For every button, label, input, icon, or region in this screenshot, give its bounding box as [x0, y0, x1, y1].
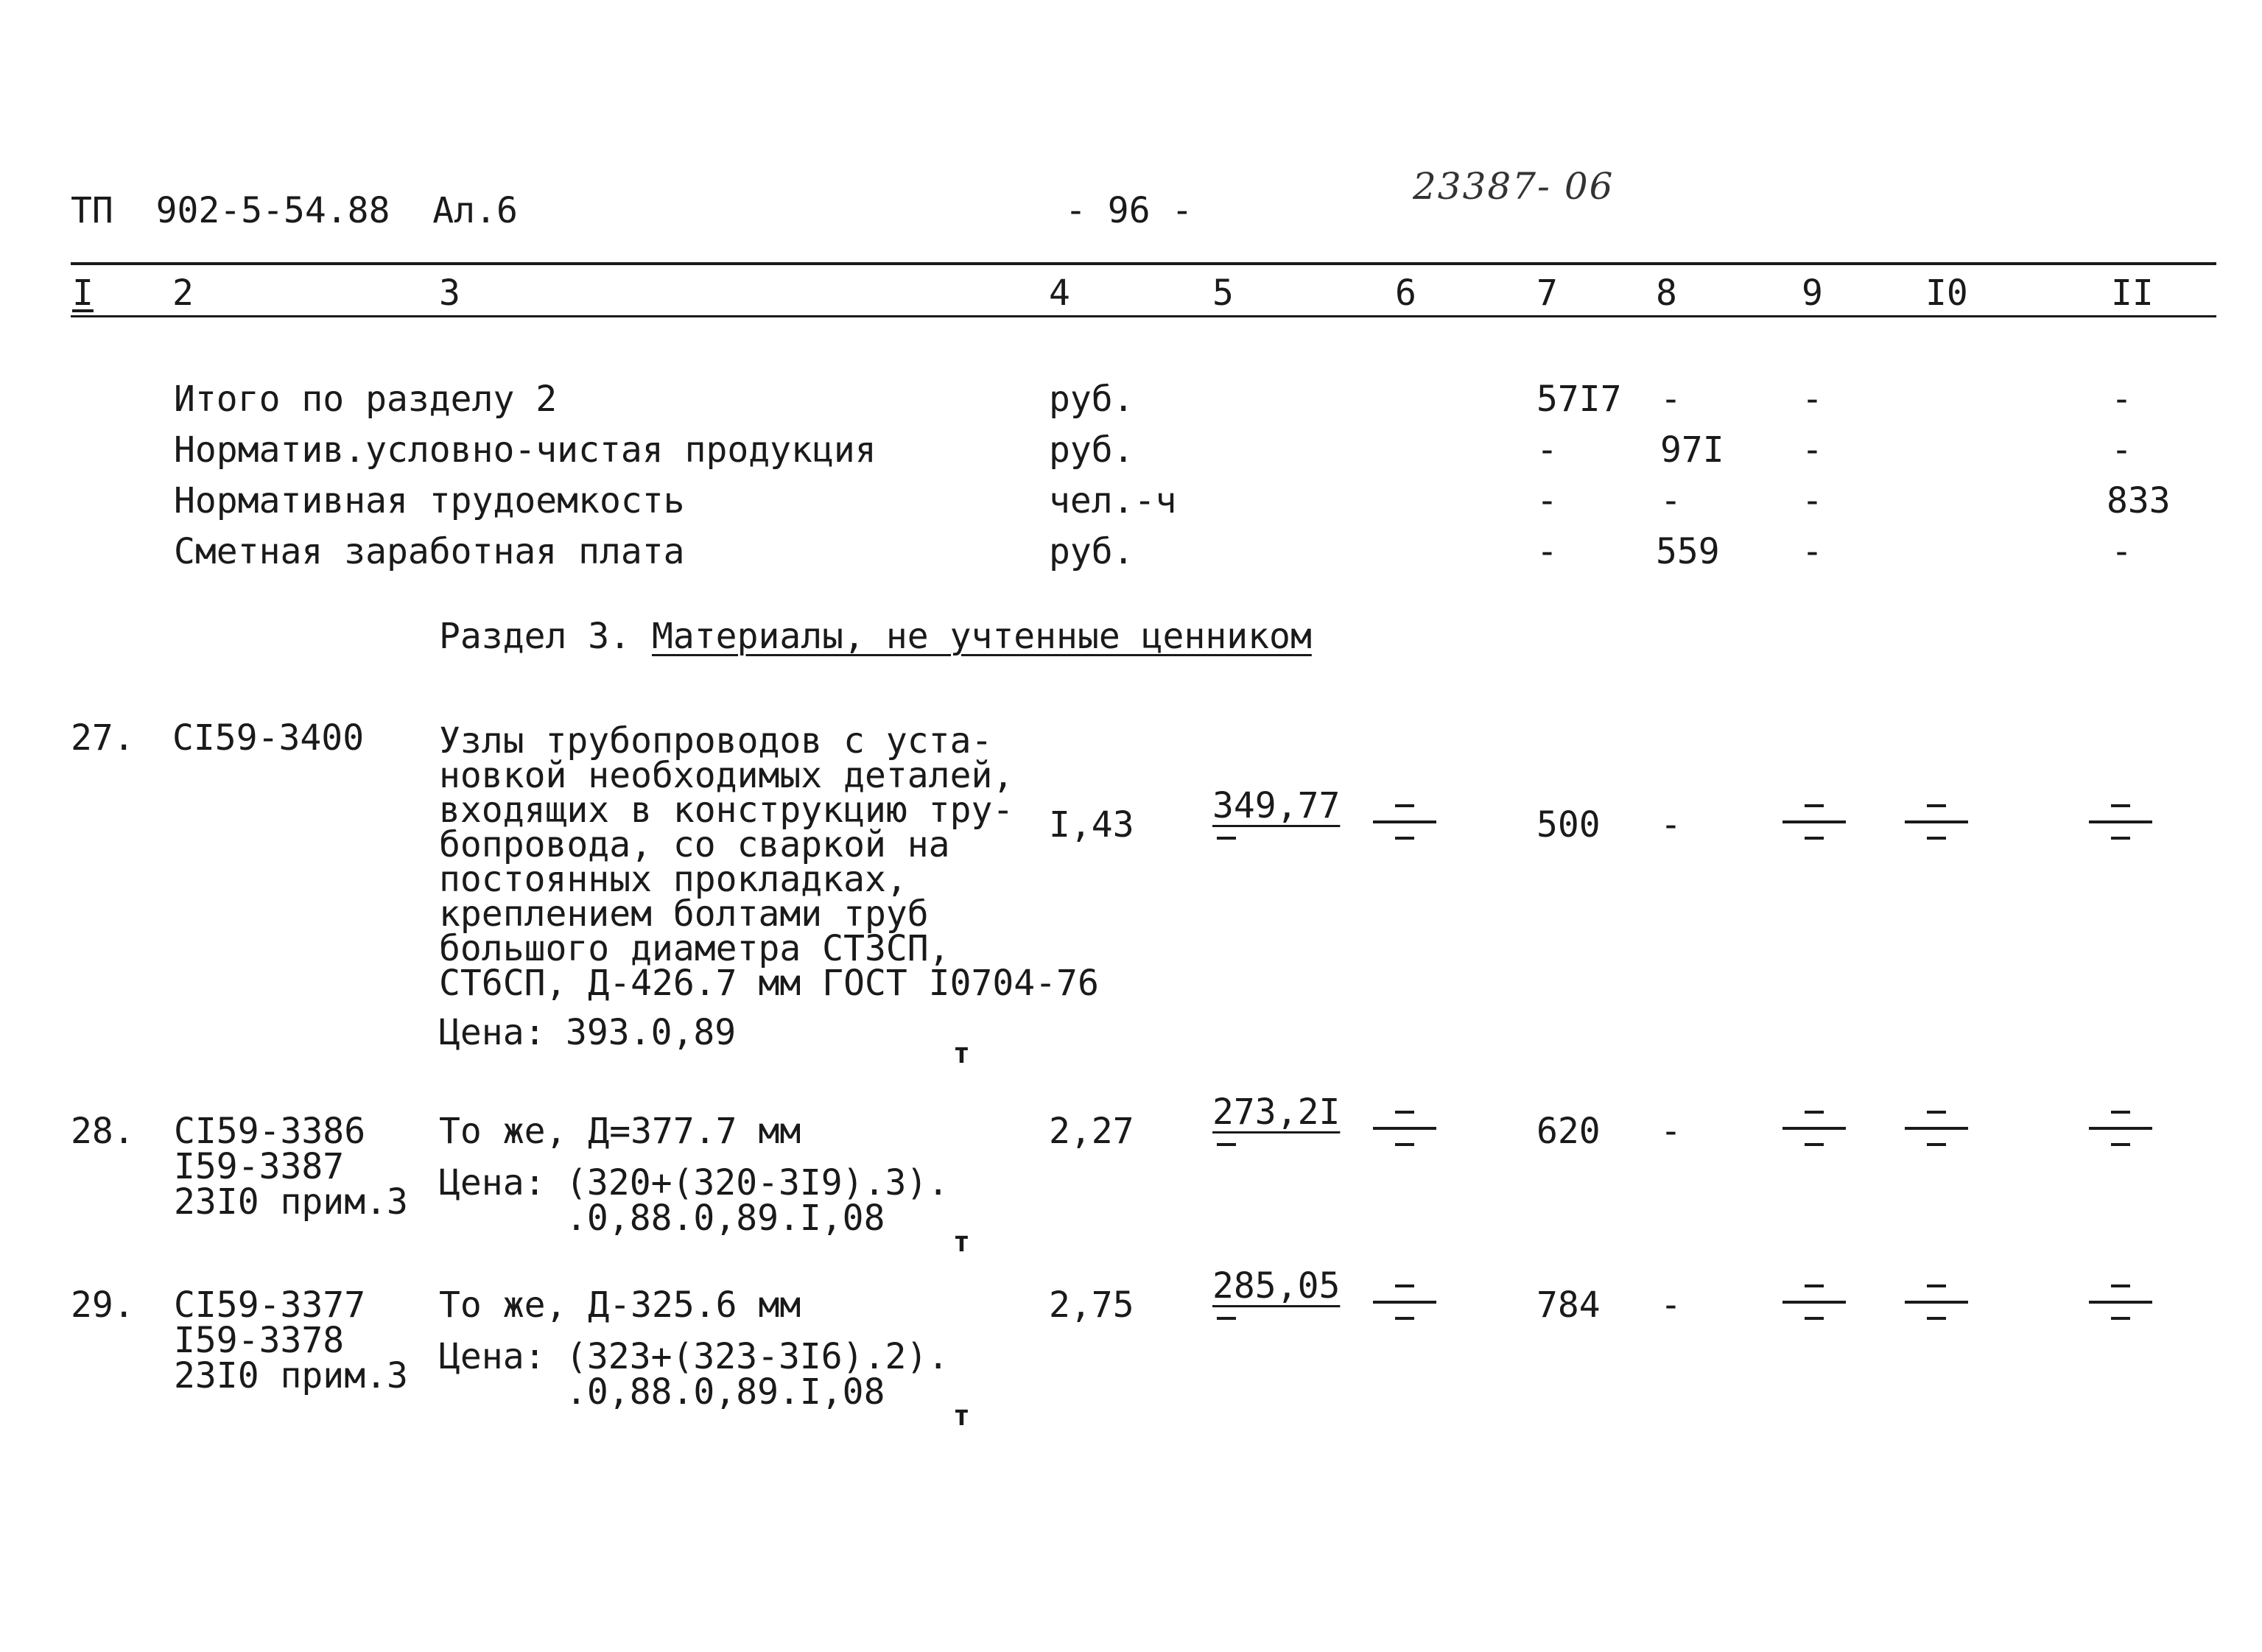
item-cost-dash: [1217, 1317, 1236, 1320]
item-col7: 620: [1536, 1111, 1601, 1152]
section-heading: [439, 616, 1312, 657]
description-line: бопровода, со сваркой на: [439, 824, 950, 865]
item-cost: [1212, 1092, 1341, 1133]
col-header-1: I: [72, 273, 94, 314]
total-col9: -: [1802, 429, 1823, 471]
total-col11: -: [2111, 531, 2132, 572]
price-label: Цена:: [439, 1162, 546, 1203]
total-col7: -: [1536, 531, 1558, 572]
description-line: То же, Д=377.7 мм: [439, 1111, 801, 1152]
price-formula: (320+(320-3I9).3).: [566, 1162, 949, 1203]
item-code: CI59-3400: [172, 717, 365, 759]
handwritten-number: 23387- 06: [1413, 165, 1615, 208]
item-quantity: 2,75: [1049, 1284, 1134, 1326]
item-cost-value: 273,2I: [1212, 1092, 1341, 1133]
total-col8: 559: [1656, 531, 1720, 572]
total-col7: 57I7: [1536, 379, 1622, 420]
document-code: ТП 902-5-54.88 Ал.6: [71, 190, 518, 231]
col6-empty-fraction: [1373, 804, 1436, 841]
unit-mark: т: [953, 1226, 970, 1258]
description-line: То же, Д-325.6 мм: [439, 1284, 801, 1326]
total-col11: -: [2111, 429, 2132, 471]
col9-empty-fraction: [1782, 1284, 1846, 1321]
description-line: креплением болтами труб: [439, 893, 929, 935]
item-cost-value: 349,77: [1212, 785, 1341, 826]
item-quantity: I,43: [1049, 804, 1134, 846]
col6-empty-fraction: [1373, 1284, 1436, 1321]
description-line: Узлы трубопроводов с уста-: [439, 720, 993, 762]
total-label: Сметная заработная плата: [174, 531, 685, 572]
unit-mark: т: [953, 1037, 970, 1069]
item-cost: [1212, 1265, 1341, 1307]
col-header-10: I0: [1925, 273, 1968, 314]
col9-empty-fraction: [1782, 804, 1846, 841]
price-formula: .0,88.0,89.I,08: [566, 1198, 885, 1239]
col11-empty-fraction: [2089, 1111, 2152, 1147]
description-line: СТ6СП, Д-426.7 мм ГОСТ I0704-76: [439, 963, 1099, 1004]
col-header-4: 4: [1049, 273, 1070, 314]
col11-empty-fraction: [2089, 804, 2152, 841]
total-col11: -: [2111, 379, 2132, 420]
description-line: новкой необходимых деталей,: [439, 755, 1014, 796]
item-code: I59-3387: [174, 1146, 345, 1187]
total-col7: -: [1536, 429, 1558, 471]
description-line: входящих в конструкцию тру-: [439, 790, 1014, 831]
col10-empty-fraction: [1905, 1284, 1968, 1321]
item-number: 27.: [71, 717, 135, 759]
col10-empty-fraction: [1905, 1111, 1968, 1147]
col10-empty-fraction: [1905, 804, 1968, 841]
item-col8: -: [1660, 1111, 1682, 1152]
total-col8: 97I: [1660, 429, 1724, 471]
col-header-9: 9: [1802, 273, 1823, 314]
description-line: большого диаметра СТ3СП,: [439, 928, 950, 969]
item-code: CI59-3386: [174, 1111, 366, 1152]
item-col7: 784: [1536, 1284, 1601, 1326]
price-label: Цена:: [439, 1336, 546, 1377]
item-quantity: 2,27: [1049, 1111, 1134, 1152]
col-header-8: 8: [1656, 273, 1677, 314]
total-label: Итого по разделу 2: [174, 379, 558, 420]
col-header-6: 6: [1395, 273, 1416, 314]
total-unit: руб.: [1049, 531, 1134, 572]
col-header-3: 3: [439, 273, 460, 314]
header-rule-bottom: [71, 315, 2216, 317]
price-label: Цена:: [439, 1012, 546, 1053]
total-col9: -: [1802, 531, 1823, 572]
item-cost-dash: [1217, 837, 1236, 840]
item-cost-value: 285,05: [1212, 1265, 1341, 1307]
col-header-7: 7: [1536, 273, 1558, 314]
price-formula: .0,88.0,89.I,08: [566, 1371, 885, 1413]
total-unit: чел.-ч: [1049, 480, 1177, 521]
total-label: Нормативная трудоемкость: [174, 480, 685, 521]
section-prefix: Раздел 3.: [439, 616, 652, 657]
section-title: Материалы, не учтенные ценником: [651, 616, 1312, 657]
unit-mark: т: [953, 1399, 970, 1432]
item-col8: -: [1660, 1284, 1682, 1326]
col-header-11: II: [2111, 273, 2154, 314]
description-line: постоянных прокладках,: [439, 859, 907, 900]
item-cost-dash: [1217, 1143, 1236, 1146]
total-unit: руб.: [1049, 429, 1134, 471]
col6-empty-fraction: [1373, 1111, 1436, 1147]
col9-empty-fraction: [1782, 1111, 1846, 1147]
item-code: 23I0 прим.3: [174, 1181, 408, 1223]
total-col9: -: [1802, 379, 1823, 420]
col11-empty-fraction: [2089, 1284, 2152, 1321]
item-number: 28.: [71, 1111, 135, 1152]
item-code: 23I0 прим.3: [174, 1355, 408, 1396]
total-col9: -: [1802, 480, 1823, 521]
col-header-2: 2: [172, 273, 194, 314]
item-number: 29.: [71, 1284, 135, 1326]
total-col7: -: [1536, 480, 1558, 521]
item-cost: [1212, 785, 1341, 826]
total-col11: 833: [2107, 480, 2171, 521]
item-col7: 500: [1536, 804, 1601, 846]
page-number: - 96 -: [1065, 190, 1193, 231]
item-col8: -: [1660, 804, 1682, 846]
col-header-5: 5: [1212, 273, 1234, 314]
price-formula: (323+(323-3I6).2).: [566, 1336, 949, 1377]
total-col8: -: [1660, 379, 1682, 420]
total-col8: -: [1660, 480, 1682, 521]
item-code: I59-3378: [174, 1320, 345, 1361]
item-code: CI59-3377: [174, 1284, 366, 1326]
price-formula: 393.0,89: [566, 1012, 737, 1053]
header-rule-top: [71, 262, 2216, 265]
total-unit: руб.: [1049, 379, 1134, 420]
total-label: Норматив.условно-чистая продукция: [174, 429, 877, 471]
